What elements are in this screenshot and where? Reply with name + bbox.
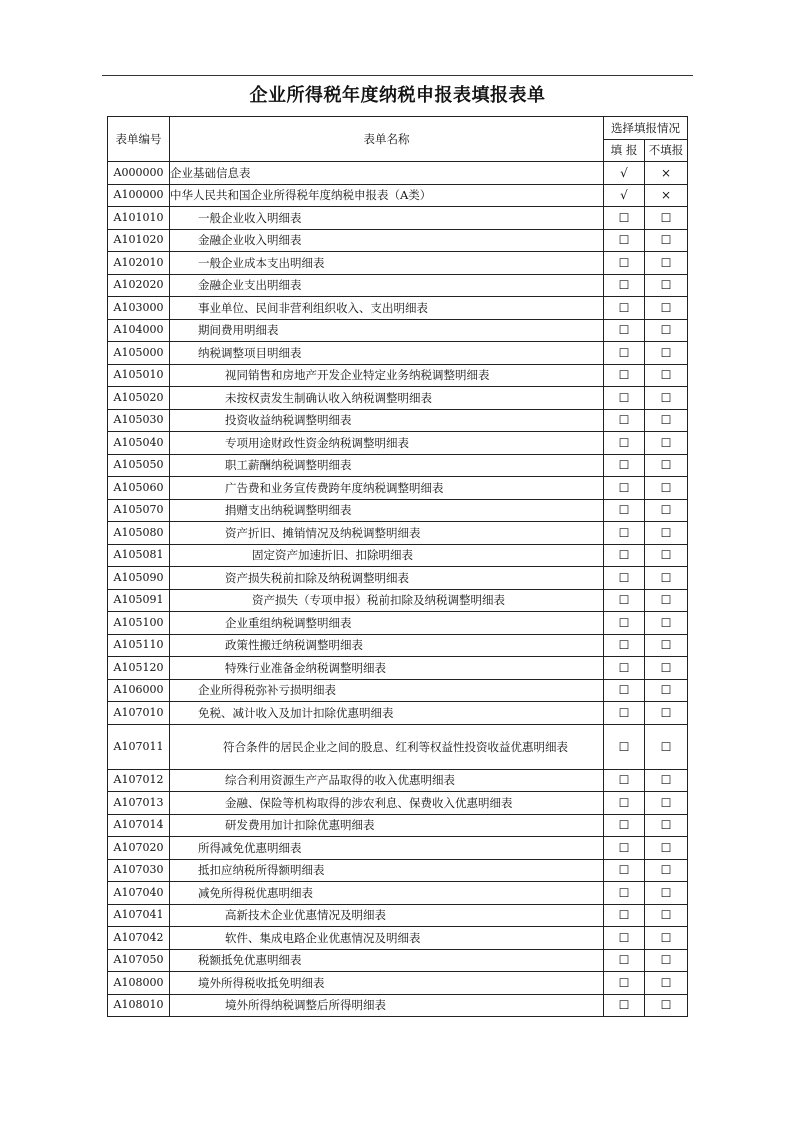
form-name: 捐赠支出纳税调整明细表 xyxy=(170,499,604,522)
no-fill-checkbox[interactable]: ☐ xyxy=(645,364,688,387)
table-row xyxy=(108,882,688,905)
no-fill-checkbox[interactable]: ☐ xyxy=(645,252,688,275)
table-row xyxy=(108,612,688,635)
fill-checkbox[interactable]: ☐ xyxy=(604,319,645,342)
form-name: 资产折旧、摊销情况及纳税调整明细表 xyxy=(170,522,604,545)
fill-checkbox[interactable]: ☐ xyxy=(604,297,645,320)
table-row xyxy=(108,544,688,567)
form-code: A107042 xyxy=(108,927,170,950)
fill-checkbox[interactable]: ☐ xyxy=(604,364,645,387)
form-code: A107041 xyxy=(108,904,170,927)
form-name: 高新技术企业优惠情况及明细表 xyxy=(170,904,604,927)
form-name: 免税、减计收入及加计扣除优惠明细表 xyxy=(170,702,604,725)
form-code: A108000 xyxy=(108,972,170,995)
no-fill-checkbox[interactable]: ☐ xyxy=(645,814,688,837)
form-name: 纳税调整项目明细表 xyxy=(170,342,604,365)
form-name: 特殊行业准备金纳税调整明细表 xyxy=(170,657,604,680)
header-name: 表单名称 xyxy=(170,117,604,162)
form-name: 抵扣应纳税所得额明细表 xyxy=(170,859,604,882)
no-fill-checkbox[interactable]: ☐ xyxy=(645,274,688,297)
fill-checkbox[interactable]: ☐ xyxy=(604,814,645,837)
no-fill-checkbox[interactable]: × xyxy=(645,162,688,185)
form-name: 税额抵免优惠明细表 xyxy=(170,949,604,972)
fill-checkbox[interactable]: ☐ xyxy=(604,679,645,702)
table-row xyxy=(108,342,688,365)
table-row xyxy=(108,387,688,410)
table-row xyxy=(108,274,688,297)
form-name: 金融企业支出明细表 xyxy=(170,274,604,297)
form-code: A105040 xyxy=(108,432,170,455)
fill-checkbox[interactable]: ☐ xyxy=(604,409,645,432)
no-fill-checkbox[interactable]: × xyxy=(645,184,688,207)
form-name: 企业所得税弥补亏损明细表 xyxy=(170,679,604,702)
form-name: 综合利用资源生产产品取得的收入优惠明细表 xyxy=(170,769,604,792)
no-fill-checkbox[interactable]: ☐ xyxy=(645,409,688,432)
fill-checkbox[interactable]: ☐ xyxy=(604,837,645,860)
fill-checkbox[interactable]: ☐ xyxy=(604,477,645,500)
form-name: 政策性搬迁纳税调整明细表 xyxy=(170,634,604,657)
form-code: A107050 xyxy=(108,949,170,972)
no-fill-checkbox[interactable]: ☐ xyxy=(645,904,688,927)
no-fill-checkbox[interactable]: ☐ xyxy=(645,567,688,590)
form-code: A107040 xyxy=(108,882,170,905)
table-row xyxy=(108,927,688,950)
form-code: A105091 xyxy=(108,589,170,612)
no-fill-checkbox[interactable]: ☐ xyxy=(645,499,688,522)
table-row xyxy=(108,769,688,792)
no-fill-checkbox[interactable]: ☐ xyxy=(645,297,688,320)
table-row xyxy=(108,702,688,725)
form-name: 中华人民共和国企业所得税年度纳税申报表（A类） xyxy=(170,184,604,207)
form-code: A104000 xyxy=(108,319,170,342)
fill-checkbox[interactable]: ☐ xyxy=(604,342,645,365)
no-fill-checkbox[interactable]: ☐ xyxy=(645,679,688,702)
form-code: A102010 xyxy=(108,252,170,275)
table-row xyxy=(108,837,688,860)
no-fill-checkbox[interactable]: ☐ xyxy=(645,702,688,725)
no-fill-checkbox[interactable]: ☐ xyxy=(645,949,688,972)
form-name: 一般企业成本支出明细表 xyxy=(170,252,604,275)
fill-checkbox[interactable]: ☐ xyxy=(604,274,645,297)
form-name: 企业重组纳税调整明细表 xyxy=(170,612,604,635)
fill-checkbox[interactable]: ☐ xyxy=(604,387,645,410)
table-row xyxy=(108,252,688,275)
table-row xyxy=(108,207,688,230)
form-name-text: 符合条件的居民企业之间的股息、红利等权益性投资收益优惠明细表 xyxy=(223,739,568,754)
form-code: A105050 xyxy=(108,454,170,477)
no-fill-checkbox[interactable]: ☐ xyxy=(645,544,688,567)
form-name: 企业基础信息表 xyxy=(170,162,604,185)
no-fill-checkbox[interactable]: ☐ xyxy=(645,432,688,455)
form-name xyxy=(170,724,604,769)
top-rule xyxy=(102,75,693,76)
header-code: 表单编号 xyxy=(108,117,170,162)
no-fill-checkbox[interactable]: ☐ xyxy=(645,882,688,905)
form-code: A107014 xyxy=(108,814,170,837)
fill-checkbox[interactable]: ☐ xyxy=(604,252,645,275)
form-name: 金融企业收入明细表 xyxy=(170,229,604,252)
form-name: 期间费用明细表 xyxy=(170,319,604,342)
form-name: 境外所得纳税调整后所得明细表 xyxy=(170,994,604,1017)
fill-checkbox[interactable]: ☐ xyxy=(604,882,645,905)
form-code: A101010 xyxy=(108,207,170,230)
form-code: A108010 xyxy=(108,994,170,1017)
table-row xyxy=(108,499,688,522)
page-title: 企业所得税年度纳税申报表填报表单 xyxy=(249,85,546,106)
table-row xyxy=(108,814,688,837)
no-fill-checkbox[interactable]: ☐ xyxy=(645,387,688,410)
fill-checkbox[interactable]: ☐ xyxy=(604,904,645,927)
form-code: A107011 xyxy=(108,724,170,769)
table-row xyxy=(108,297,688,320)
table-row xyxy=(108,904,688,927)
form-code: A105070 xyxy=(108,499,170,522)
no-fill-checkbox[interactable]: ☐ xyxy=(645,229,688,252)
table-row xyxy=(108,589,688,612)
no-fill-checkbox[interactable]: ☐ xyxy=(645,342,688,365)
fill-checkbox[interactable]: ☐ xyxy=(604,589,645,612)
form-code: A105110 xyxy=(108,634,170,657)
fill-checkbox[interactable]: ☐ xyxy=(604,769,645,792)
fill-checkbox[interactable]: ☐ xyxy=(604,432,645,455)
no-fill-checkbox[interactable]: ☐ xyxy=(645,994,688,1017)
table-row xyxy=(108,634,688,657)
table-row xyxy=(108,994,688,1017)
form-name: 专项用途财政性资金纳税调整明细表 xyxy=(170,432,604,455)
form-code: A105030 xyxy=(108,409,170,432)
form-code: A105081 xyxy=(108,544,170,567)
form-code: A107012 xyxy=(108,769,170,792)
no-fill-checkbox[interactable]: ☐ xyxy=(645,589,688,612)
no-fill-checkbox[interactable]: ☐ xyxy=(645,454,688,477)
no-fill-checkbox[interactable]: ☐ xyxy=(645,634,688,657)
form-name: 软件、集成电路企业优惠情况及明细表 xyxy=(170,927,604,950)
table-row xyxy=(108,409,688,432)
no-fill-checkbox[interactable]: ☐ xyxy=(645,927,688,950)
fill-checkbox[interactable]: ☐ xyxy=(604,229,645,252)
no-fill-checkbox[interactable]: ☐ xyxy=(645,792,688,815)
table-row xyxy=(108,477,688,500)
no-fill-checkbox[interactable]: ☐ xyxy=(645,859,688,882)
no-fill-checkbox[interactable]: ☐ xyxy=(645,319,688,342)
no-fill-checkbox[interactable]: ☐ xyxy=(645,657,688,680)
form-code: A105120 xyxy=(108,657,170,680)
fill-checkbox[interactable]: ☐ xyxy=(604,657,645,680)
no-fill-checkbox[interactable]: ☐ xyxy=(645,972,688,995)
form-code: A105000 xyxy=(108,342,170,365)
table-row xyxy=(108,949,688,972)
table-row xyxy=(108,657,688,680)
form-code: A107020 xyxy=(108,837,170,860)
table-row xyxy=(108,432,688,455)
table-row xyxy=(108,229,688,252)
no-fill-checkbox[interactable]: ☐ xyxy=(645,769,688,792)
form-code: A105100 xyxy=(108,612,170,635)
header-selection-group: 选择填报情况 xyxy=(604,117,688,140)
fill-checkbox[interactable]: ☐ xyxy=(604,702,645,725)
form-name: 金融、保险等机构取得的涉农利息、保费收入优惠明细表 xyxy=(170,792,604,815)
no-fill-checkbox[interactable]: ☐ xyxy=(645,522,688,545)
fill-checkbox[interactable]: √ xyxy=(604,184,645,207)
table-row xyxy=(108,679,688,702)
form-name: 减免所得税优惠明细表 xyxy=(170,882,604,905)
no-fill-checkbox[interactable]: ☐ xyxy=(645,724,688,769)
fill-checkbox[interactable]: ☐ xyxy=(604,972,645,995)
fill-checkbox[interactable]: ☐ xyxy=(604,522,645,545)
form-code: A107013 xyxy=(108,792,170,815)
fill-checkbox[interactable]: ☐ xyxy=(604,567,645,590)
no-fill-checkbox[interactable]: ☐ xyxy=(645,207,688,230)
table-body xyxy=(108,162,688,1017)
fill-checkbox[interactable]: ☐ xyxy=(604,612,645,635)
table-row xyxy=(108,567,688,590)
form-name: 研发费用加计扣除优惠明细表 xyxy=(170,814,604,837)
form-code: A102020 xyxy=(108,274,170,297)
form-code: A107010 xyxy=(108,702,170,725)
table-row xyxy=(108,724,688,769)
table-row xyxy=(108,792,688,815)
fill-checkbox[interactable]: ☐ xyxy=(604,859,645,882)
form-code: A100000 xyxy=(108,184,170,207)
form-code: A105080 xyxy=(108,522,170,545)
form-name: 广告费和业务宣传费跨年度纳税调整明细表 xyxy=(170,477,604,500)
filing-form-table xyxy=(107,116,688,1017)
form-code: A103000 xyxy=(108,297,170,320)
form-name: 职工薪酬纳税调整明细表 xyxy=(170,454,604,477)
table-row xyxy=(108,162,688,185)
form-name: 境外所得税收抵免明细表 xyxy=(170,972,604,995)
form-name: 资产损失税前扣除及纳税调整明细表 xyxy=(170,567,604,590)
fill-checkbox[interactable]: ☐ xyxy=(604,499,645,522)
form-code: A000000 xyxy=(108,162,170,185)
header-fill: 填 报 xyxy=(604,139,645,162)
fill-checkbox[interactable]: √ xyxy=(604,162,645,185)
header-no-fill: 不填报 xyxy=(645,139,688,162)
fill-checkbox[interactable]: ☐ xyxy=(604,927,645,950)
form-name: 一般企业收入明细表 xyxy=(170,207,604,230)
table-row xyxy=(108,319,688,342)
table-row xyxy=(108,972,688,995)
fill-checkbox[interactable]: ☐ xyxy=(604,949,645,972)
form-name: 固定资产加速折旧、扣除明细表 xyxy=(170,544,604,567)
form-code: A105060 xyxy=(108,477,170,500)
form-code: A106000 xyxy=(108,679,170,702)
fill-checkbox[interactable]: ☐ xyxy=(604,634,645,657)
form-name: 未按权责发生制确认收入纳税调整明细表 xyxy=(170,387,604,410)
form-name: 事业单位、民间非营利组织收入、支出明细表 xyxy=(170,297,604,320)
form-name: 视同销售和房地产开发企业特定业务纳税调整明细表 xyxy=(170,364,604,387)
form-code: A107030 xyxy=(108,859,170,882)
form-name: 所得减免优惠明细表 xyxy=(170,837,604,860)
fill-checkbox[interactable]: ☐ xyxy=(604,792,645,815)
fill-checkbox[interactable]: ☐ xyxy=(604,454,645,477)
form-name: 资产损失（专项申报）税前扣除及纳税调整明细表 xyxy=(170,589,604,612)
form-name: 投资收益纳税调整明细表 xyxy=(170,409,604,432)
form-code: A105020 xyxy=(108,387,170,410)
form-code: A105090 xyxy=(108,567,170,590)
table-row xyxy=(108,859,688,882)
fill-checkbox[interactable]: ☐ xyxy=(604,724,645,769)
fill-checkbox[interactable]: ☐ xyxy=(604,544,645,567)
table-row xyxy=(108,454,688,477)
no-fill-checkbox[interactable]: ☐ xyxy=(645,837,688,860)
form-code: A105010 xyxy=(108,364,170,387)
table-row xyxy=(108,364,688,387)
no-fill-checkbox[interactable]: ☐ xyxy=(645,612,688,635)
fill-checkbox[interactable]: ☐ xyxy=(604,207,645,230)
table-row xyxy=(108,184,688,207)
no-fill-checkbox[interactable]: ☐ xyxy=(645,477,688,500)
form-code: A101020 xyxy=(108,229,170,252)
table-row xyxy=(108,522,688,545)
fill-checkbox[interactable]: ☐ xyxy=(604,994,645,1017)
